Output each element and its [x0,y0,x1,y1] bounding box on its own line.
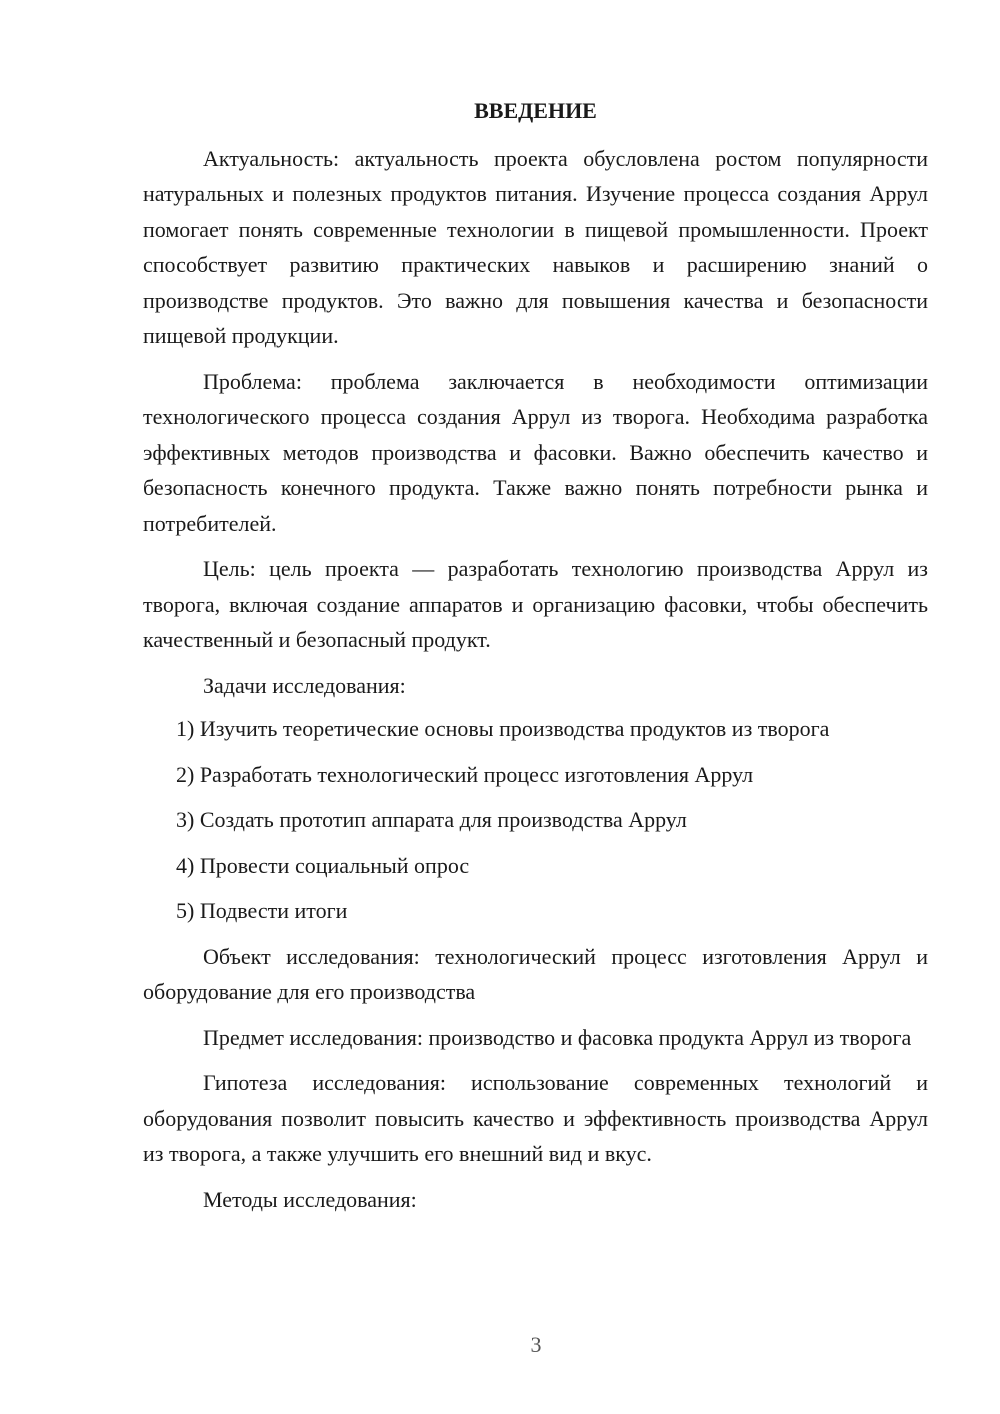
list-item: 4) Провести социальный опрос [176,852,470,878]
paragraph-relevance: Актуальность: актуальность проекта обусловлена ростом популярности натуральных и полезных продуктов питания. Изучение процесса создания Аррул помогает понять современные технологии в пищевой промышленности. Проект способствует развитию практических навыков и расширению знаний о производстве продуктов. Это важно для повышения качества и безопасности пищевой продукции. [143,145,928,348]
list-item: 5) Подвести итоги [176,898,348,923]
paragraph-subject: Предмет исследования: производство и фасовка продукта Аррул из творога [203,1024,912,1050]
document-page [143,93,928,1227]
list-item: 3) Создать прототип аппарата для производства Аррул [176,807,687,832]
tasks-list [143,711,928,929]
paragraph-hypothesis: Гипотеза исследования: использование современных технологий и оборудования позволит повысить качество и эффективность производства Аррул из творога, а также улучшить его внешний вид и вкус. [143,1070,928,1166]
section-title: ВВЕДЕНИЕ [474,98,597,123]
list-item: 1) Изучить теоретические основы производства продуктов из творога [176,716,830,741]
tasks-heading: Задачи исследования: [203,672,406,698]
page-number: 3 [530,1332,542,1357]
paragraph-problem: Проблема: проблема заключается в необходимости оптимизации технологического процесса создания Аррул из творога. Необходима разработка эффективных методов производства и фасовки. Важно обеспечить качество и безопасность конечного продукта. Также важно понять потребности рынка и потребителей. [143,368,928,536]
paragraph-goal: Цель: цель проекта — разработать технологию производства Аррул из творога, включая создание аппаратов и организацию фасовки, чтобы обеспечить качественный и безопасный продукт. [143,556,928,652]
list-item: 2) Разработать технологический процесс изготовления Аррул [176,761,754,787]
methods-heading: Методы исследования: [203,1186,417,1212]
paragraph-object: Объект исследования: технологический процесс изготовления Аррул и оборудование для его производства [143,943,928,1004]
